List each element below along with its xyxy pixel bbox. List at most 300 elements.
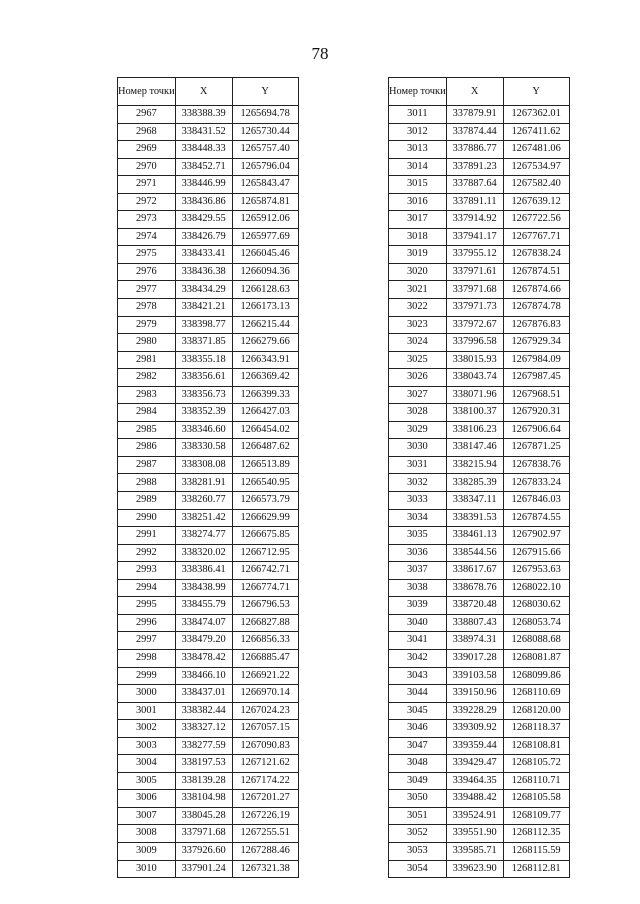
table-row <box>118 614 299 632</box>
header-x: X <box>175 78 232 106</box>
cell-point-number: 2994 <box>118 579 176 597</box>
cell-y: 1267767.71 <box>503 228 569 246</box>
cell-point-number: 2995 <box>118 597 176 615</box>
table-row <box>389 702 570 720</box>
cell-y: 1267871.25 <box>503 439 569 457</box>
cell-point-number: 3032 <box>389 474 447 492</box>
cell-y: 1265977.69 <box>232 228 298 246</box>
cell-point-number: 3001 <box>118 702 176 720</box>
table-row <box>389 544 570 562</box>
cell-y: 1267411.62 <box>503 123 569 141</box>
table-row <box>118 720 299 738</box>
cell-y: 1267362.01 <box>503 106 569 124</box>
cell-x: 338356.61 <box>175 369 232 387</box>
cell-x: 338355.18 <box>175 351 232 369</box>
table-header-row <box>389 78 570 106</box>
cell-x: 338461.13 <box>446 527 503 545</box>
table-row <box>118 772 299 790</box>
table-row <box>118 334 299 352</box>
coordinates-table-right <box>388 77 570 878</box>
table-row <box>389 404 570 422</box>
table-row <box>389 141 570 159</box>
cell-point-number: 3040 <box>389 614 447 632</box>
table-row <box>118 632 299 650</box>
cell-y: 1268099.86 <box>503 667 569 685</box>
cell-y: 1266369.42 <box>232 369 298 387</box>
cell-x: 338478.42 <box>175 649 232 667</box>
cell-x: 337926.60 <box>175 842 232 860</box>
table-row <box>118 369 299 387</box>
cell-x: 338426.79 <box>175 228 232 246</box>
table-row <box>389 106 570 124</box>
cell-point-number: 3007 <box>118 807 176 825</box>
cell-y: 1267582.40 <box>503 176 569 194</box>
cell-y: 1266675.85 <box>232 527 298 545</box>
cell-point-number: 2989 <box>118 492 176 510</box>
cell-y: 1265694.78 <box>232 106 298 124</box>
cell-point-number: 2998 <box>118 649 176 667</box>
cell-point-number: 3004 <box>118 755 176 773</box>
cell-point-number: 2974 <box>118 228 176 246</box>
cell-point-number: 2973 <box>118 211 176 229</box>
cell-y: 1267846.03 <box>503 492 569 510</box>
cell-x: 338434.29 <box>175 281 232 299</box>
cell-x: 338356.73 <box>175 386 232 404</box>
cell-x: 338215.94 <box>446 456 503 474</box>
cell-x: 338043.74 <box>446 369 503 387</box>
cell-y: 1267255.51 <box>232 825 298 843</box>
table-row <box>389 597 570 615</box>
cell-y: 1268118.37 <box>503 720 569 738</box>
cell-x: 338678.76 <box>446 579 503 597</box>
cell-point-number: 3031 <box>389 456 447 474</box>
table-row <box>389 614 570 632</box>
cell-point-number: 3034 <box>389 509 447 527</box>
cell-y: 1266970.14 <box>232 685 298 703</box>
cell-point-number: 3046 <box>389 720 447 738</box>
cell-y: 1267915.66 <box>503 544 569 562</box>
header-point-number: Номер точки <box>389 78 447 106</box>
table-row <box>118 316 299 334</box>
table-row <box>389 474 570 492</box>
cell-point-number: 2993 <box>118 562 176 580</box>
cell-x: 337972.67 <box>446 316 503 334</box>
cell-point-number: 2983 <box>118 386 176 404</box>
cell-y: 1267057.15 <box>232 720 298 738</box>
table-row <box>118 527 299 545</box>
cell-point-number: 3053 <box>389 842 447 860</box>
cell-x: 339309.92 <box>446 720 503 738</box>
cell-x: 338308.08 <box>175 456 232 474</box>
cell-y: 1268115.59 <box>503 842 569 860</box>
cell-x: 339488.42 <box>446 790 503 808</box>
table-row <box>389 579 570 597</box>
cell-x: 339623.90 <box>446 860 503 878</box>
cell-y: 1267024.23 <box>232 702 298 720</box>
header-point-number: Номер точки <box>118 78 176 106</box>
table-row <box>118 386 299 404</box>
table-row <box>118 667 299 685</box>
cell-y: 1268112.35 <box>503 825 569 843</box>
cell-point-number: 2987 <box>118 456 176 474</box>
cell-x: 338277.59 <box>175 737 232 755</box>
cell-y: 1267639.12 <box>503 193 569 211</box>
cell-point-number: 2981 <box>118 351 176 369</box>
cell-point-number: 3022 <box>389 299 447 317</box>
cell-point-number: 3049 <box>389 772 447 790</box>
cell-x: 338617.67 <box>446 562 503 580</box>
cell-point-number: 3035 <box>389 527 447 545</box>
cell-y: 1268105.58 <box>503 790 569 808</box>
cell-y: 1268030.62 <box>503 597 569 615</box>
cell-point-number: 2990 <box>118 509 176 527</box>
cell-y: 1265843.47 <box>232 176 298 194</box>
cell-point-number: 3054 <box>389 860 447 878</box>
cell-y: 1268110.71 <box>503 772 569 790</box>
cell-x: 338437.01 <box>175 685 232 703</box>
cell-point-number: 2970 <box>118 158 176 176</box>
cell-y: 1265730.44 <box>232 123 298 141</box>
table-row <box>118 474 299 492</box>
cell-y: 1268105.72 <box>503 755 569 773</box>
cell-point-number: 2996 <box>118 614 176 632</box>
cell-x: 338346.60 <box>175 421 232 439</box>
table-row <box>118 579 299 597</box>
table-row <box>118 351 299 369</box>
cell-x: 338391.53 <box>446 509 503 527</box>
cell-point-number: 3003 <box>118 737 176 755</box>
cell-point-number: 2991 <box>118 527 176 545</box>
cell-point-number: 3047 <box>389 737 447 755</box>
cell-point-number: 3023 <box>389 316 447 334</box>
page-number: 78 <box>311 44 329 63</box>
cell-y: 1266742.71 <box>232 562 298 580</box>
cell-point-number: 3037 <box>389 562 447 580</box>
cell-point-number: 2968 <box>118 123 176 141</box>
cell-point-number: 2982 <box>118 369 176 387</box>
cell-x: 339150.96 <box>446 685 503 703</box>
table-row <box>389 562 570 580</box>
table-row <box>118 649 299 667</box>
cell-x: 338431.52 <box>175 123 232 141</box>
cell-x: 338807.43 <box>446 614 503 632</box>
cell-y: 1267090.83 <box>232 737 298 755</box>
cell-x: 337874.44 <box>446 123 503 141</box>
cell-point-number: 3033 <box>389 492 447 510</box>
table-row <box>118 421 299 439</box>
table-row <box>389 263 570 281</box>
cell-y: 1266215.44 <box>232 316 298 334</box>
cell-x: 338106.23 <box>446 421 503 439</box>
table-row <box>389 842 570 860</box>
cell-point-number: 3016 <box>389 193 447 211</box>
cell-point-number: 3000 <box>118 685 176 703</box>
table-row <box>389 860 570 878</box>
cell-point-number: 2978 <box>118 299 176 317</box>
header-y: Y <box>503 78 569 106</box>
cell-x: 338139.28 <box>175 772 232 790</box>
table-row <box>118 685 299 703</box>
cell-y: 1267201.27 <box>232 790 298 808</box>
cell-x: 337955.12 <box>446 246 503 264</box>
cell-y: 1267838.76 <box>503 456 569 474</box>
table-row <box>389 737 570 755</box>
table-row <box>118 246 299 264</box>
cell-x: 337887.64 <box>446 176 503 194</box>
cell-x: 338045.28 <box>175 807 232 825</box>
cell-point-number: 3044 <box>389 685 447 703</box>
cell-point-number: 2977 <box>118 281 176 299</box>
cell-x: 337971.68 <box>446 281 503 299</box>
cell-x: 339585.71 <box>446 842 503 860</box>
cell-y: 1268112.81 <box>503 860 569 878</box>
cell-y: 1267874.51 <box>503 263 569 281</box>
cell-y: 1265796.04 <box>232 158 298 176</box>
cell-point-number: 3005 <box>118 772 176 790</box>
cell-point-number: 3045 <box>389 702 447 720</box>
cell-y: 1267876.83 <box>503 316 569 334</box>
cell-point-number: 3029 <box>389 421 447 439</box>
table-row <box>389 807 570 825</box>
table-row <box>389 632 570 650</box>
table-row <box>118 123 299 141</box>
cell-x: 339359.44 <box>446 737 503 755</box>
cell-x: 338386.41 <box>175 562 232 580</box>
table-row <box>118 281 299 299</box>
table-row <box>118 193 299 211</box>
cell-x: 338974.31 <box>446 632 503 650</box>
table-row <box>389 720 570 738</box>
cell-point-number: 2988 <box>118 474 176 492</box>
cell-point-number: 3019 <box>389 246 447 264</box>
cell-point-number: 3050 <box>389 790 447 808</box>
cell-x: 337971.68 <box>175 825 232 843</box>
cell-y: 1267722.56 <box>503 211 569 229</box>
cell-x: 338436.86 <box>175 193 232 211</box>
table-row <box>389 211 570 229</box>
cell-y: 1266487.62 <box>232 439 298 457</box>
cell-point-number: 3006 <box>118 790 176 808</box>
table-row <box>389 176 570 194</box>
table-header-row <box>118 78 299 106</box>
cell-point-number: 3051 <box>389 807 447 825</box>
table-row <box>118 825 299 843</box>
cell-x: 338320.02 <box>175 544 232 562</box>
cell-y: 1267902.97 <box>503 527 569 545</box>
cell-x: 337996.58 <box>446 334 503 352</box>
cell-y: 1266856.33 <box>232 632 298 650</box>
cell-y: 1265757.40 <box>232 141 298 159</box>
cell-y: 1266128.63 <box>232 281 298 299</box>
cell-point-number: 3009 <box>118 842 176 860</box>
cell-point-number: 3020 <box>389 263 447 281</box>
table-row <box>118 562 299 580</box>
cell-y: 1266513.89 <box>232 456 298 474</box>
cell-x: 338015.93 <box>446 351 503 369</box>
cell-x: 338455.79 <box>175 597 232 615</box>
cell-x: 338347.11 <box>446 492 503 510</box>
table-row <box>118 228 299 246</box>
table-row <box>389 527 570 545</box>
table-row <box>389 439 570 457</box>
cell-y: 1267174.22 <box>232 772 298 790</box>
cell-point-number: 3025 <box>389 351 447 369</box>
table-row <box>118 141 299 159</box>
cell-y: 1265912.06 <box>232 211 298 229</box>
table-row <box>118 492 299 510</box>
cell-point-number: 3024 <box>389 334 447 352</box>
table-row <box>118 106 299 124</box>
table-row <box>389 316 570 334</box>
cell-x: 337891.23 <box>446 158 503 176</box>
cell-point-number: 3015 <box>389 176 447 194</box>
header-x: X <box>446 78 503 106</box>
cell-point-number: 3028 <box>389 404 447 422</box>
table-row <box>118 263 299 281</box>
cell-point-number: 3027 <box>389 386 447 404</box>
cell-y: 1267906.64 <box>503 421 569 439</box>
cell-point-number: 2999 <box>118 667 176 685</box>
table-row <box>118 509 299 527</box>
table-row <box>389 685 570 703</box>
cell-point-number: 3052 <box>389 825 447 843</box>
cell-point-number: 3048 <box>389 755 447 773</box>
cell-y: 1268108.81 <box>503 737 569 755</box>
cell-x: 338352.39 <box>175 404 232 422</box>
table-row <box>389 492 570 510</box>
table-row <box>118 755 299 773</box>
cell-x: 338285.39 <box>446 474 503 492</box>
cell-x: 337914.92 <box>446 211 503 229</box>
header-y: Y <box>232 78 298 106</box>
cell-point-number: 3008 <box>118 825 176 843</box>
table-row <box>118 299 299 317</box>
cell-y: 1267288.46 <box>232 842 298 860</box>
cell-x: 338720.48 <box>446 597 503 615</box>
cell-y: 1266454.02 <box>232 421 298 439</box>
table-row <box>118 842 299 860</box>
cell-x: 338251.42 <box>175 509 232 527</box>
table-row <box>389 246 570 264</box>
cell-x: 338474.07 <box>175 614 232 632</box>
table-row <box>118 211 299 229</box>
cell-x: 338398.77 <box>175 316 232 334</box>
cell-y: 1267481.06 <box>503 141 569 159</box>
cell-y: 1268022.10 <box>503 579 569 597</box>
cell-point-number: 3043 <box>389 667 447 685</box>
table-row <box>389 386 570 404</box>
cell-y: 1266094.36 <box>232 263 298 281</box>
cell-y: 1266279.66 <box>232 334 298 352</box>
cell-x: 337901.24 <box>175 860 232 878</box>
cell-point-number: 2979 <box>118 316 176 334</box>
cell-y: 1267121.62 <box>232 755 298 773</box>
cell-point-number: 3010 <box>118 860 176 878</box>
cell-y: 1265874.81 <box>232 193 298 211</box>
cell-y: 1267929.34 <box>503 334 569 352</box>
cell-y: 1266629.99 <box>232 509 298 527</box>
table-row <box>118 544 299 562</box>
table-body-right <box>389 106 570 878</box>
cell-point-number: 2992 <box>118 544 176 562</box>
cell-y: 1268110.69 <box>503 685 569 703</box>
cell-point-number: 3041 <box>389 632 447 650</box>
cell-y: 1266427.03 <box>232 404 298 422</box>
cell-x: 338382.44 <box>175 702 232 720</box>
cell-point-number: 3036 <box>389 544 447 562</box>
cell-x: 338330.58 <box>175 439 232 457</box>
cell-x: 337886.77 <box>446 141 503 159</box>
cell-y: 1267833.24 <box>503 474 569 492</box>
cell-x: 339017.28 <box>446 649 503 667</box>
table-row <box>389 649 570 667</box>
table-row <box>118 176 299 194</box>
table-row <box>389 509 570 527</box>
cell-x: 338446.99 <box>175 176 232 194</box>
cell-x: 338071.96 <box>446 386 503 404</box>
table-row <box>118 790 299 808</box>
cell-y: 1266399.33 <box>232 386 298 404</box>
cell-y: 1266573.79 <box>232 492 298 510</box>
cell-x: 337879.91 <box>446 106 503 124</box>
cell-x: 338100.37 <box>446 404 503 422</box>
cell-point-number: 3002 <box>118 720 176 738</box>
cell-y: 1266774.71 <box>232 579 298 597</box>
table-row <box>118 702 299 720</box>
table-row <box>389 421 570 439</box>
cell-y: 1268081.87 <box>503 649 569 667</box>
cell-y: 1266921.22 <box>232 667 298 685</box>
cell-y: 1266343.91 <box>232 351 298 369</box>
cell-point-number: 2985 <box>118 421 176 439</box>
cell-y: 1267920.31 <box>503 404 569 422</box>
table-row <box>118 404 299 422</box>
cell-y: 1268120.00 <box>503 702 569 720</box>
cell-y: 1267226.19 <box>232 807 298 825</box>
cell-point-number: 2969 <box>118 141 176 159</box>
cell-point-number: 2997 <box>118 632 176 650</box>
coordinates-table-left <box>117 77 299 878</box>
cell-y: 1268109.77 <box>503 807 569 825</box>
cell-x: 338433.41 <box>175 246 232 264</box>
table-row <box>118 456 299 474</box>
cell-point-number: 2980 <box>118 334 176 352</box>
table-row <box>389 123 570 141</box>
cell-y: 1266796.53 <box>232 597 298 615</box>
table-row <box>389 772 570 790</box>
table-row <box>118 737 299 755</box>
table-row <box>389 334 570 352</box>
table-row <box>118 860 299 878</box>
cell-x: 338147.46 <box>446 439 503 457</box>
cell-y: 1266712.95 <box>232 544 298 562</box>
cell-x: 338327.12 <box>175 720 232 738</box>
cell-y: 1267987.45 <box>503 369 569 387</box>
cell-y: 1267874.78 <box>503 299 569 317</box>
cell-x: 338452.71 <box>175 158 232 176</box>
cell-x: 339524.91 <box>446 807 503 825</box>
cell-x: 338197.53 <box>175 755 232 773</box>
cell-y: 1268088.68 <box>503 632 569 650</box>
cell-point-number: 3039 <box>389 597 447 615</box>
table-body-left <box>118 106 299 878</box>
cell-x: 338429.55 <box>175 211 232 229</box>
cell-point-number: 2975 <box>118 246 176 264</box>
cell-y: 1267984.09 <box>503 351 569 369</box>
cell-point-number: 2986 <box>118 439 176 457</box>
table-row <box>389 369 570 387</box>
cell-point-number: 3014 <box>389 158 447 176</box>
